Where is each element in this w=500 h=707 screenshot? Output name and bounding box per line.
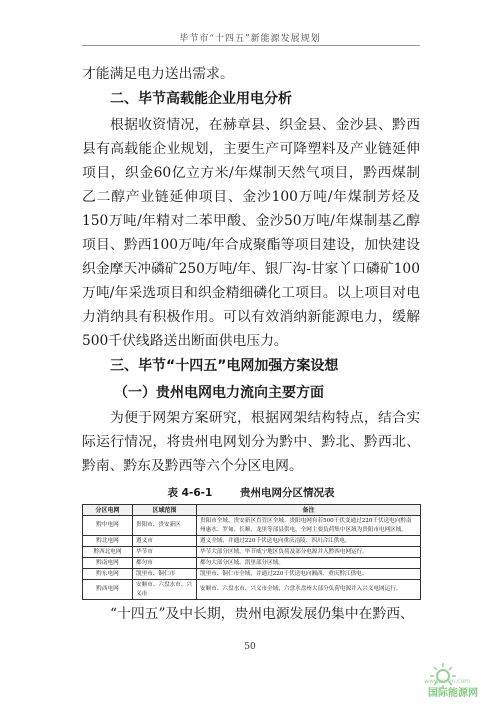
table-cell: 黔西北电网 — [83, 547, 133, 558]
column-header: 区域范围 — [133, 505, 197, 516]
table-cell: 贵阳市全域、贵安新区直管区全域。贵阳电网有若500千伏变通过220千伏送电向黔南州惠水、罗甸、长顺、龙里等部县供电，全网主要负荷集中区域为贵阳市电网区域。 — [197, 516, 421, 536]
table-cell: 黔北电网 — [83, 536, 133, 547]
table-cell: 毕节大部分区域，毕节威宁地区负荷及部分电源并入黔西电网运行。 — [197, 547, 421, 558]
table-caption — [82, 484, 420, 502]
table-cell: 安顺市、六盘水市、兴义市 — [133, 580, 197, 600]
table-cell: 黔中电网 — [83, 516, 133, 536]
table-row — [83, 516, 421, 536]
table-cell: 黔东电网 — [83, 569, 133, 580]
section-heading-2: 二、毕节高载能企业用电分析 — [110, 91, 292, 107]
grid-regions-table — [82, 504, 421, 600]
subsection-heading-1: （一）贵州电网电力流向主要方面 — [114, 385, 324, 401]
table-row — [83, 558, 421, 569]
table-cell: 遵义市 — [133, 536, 197, 547]
table-cell: 都匀大部分区域、凯里部分区域。 — [197, 558, 421, 569]
table-row — [83, 569, 421, 580]
page-number: 50 — [244, 642, 256, 652]
table-row — [83, 580, 421, 600]
watermark-url: www.in-en.com — [424, 678, 470, 685]
paragraph-2: 为便于网架方案研究，根据网架结构特点，结合实际运行情况，将贵州电网划分为黔中、黔北、黔西北、黔南、黔东及黔西等六个分区电网。 — [82, 410, 420, 474]
document-body — [82, 62, 420, 626]
table-header-row — [83, 505, 421, 516]
paragraph-3: “十四五”及中长期，贵州电源发展仍集中在黔西、 — [110, 606, 414, 622]
table-cell: 黔西电网 — [83, 580, 133, 600]
table-number: 表 4-6-1 — [167, 487, 213, 499]
paragraph-1: 根据收资情况，在赫章县、织金县、金沙县、黔西县有高载能企业规划，主要生产可降塑料及产业链延伸项目，织金60亿立方米/年煤制天然气项目，黔西煤制乙二醇产业链延伸项目、金沙100万吨/年煤制芳烃及150万吨/年精对二苯甲酸、金沙50万吨/年煤制基乙醇项目、黔西100万吨/年合成聚酯等项目建设，加快建设织金摩天冲磷矿250万吨/年、银厂沟-甘家丫口磷矿100万吨/年采选项目和织金精细磷化工项目。以上项目对电力消纳具有积极作用。可以有效消纳新能源电力，缓解500千伏线路送出断面供电压力。 — [82, 117, 420, 349]
table-cell: 凯里市、铜仁市 — [133, 569, 197, 580]
table-cell: 都匀市 — [133, 558, 197, 569]
table-cell: 黔南电网 — [83, 558, 133, 569]
table-cell: 遵义全域，并通过220千伏送电向重庆涪陵、四川合江供电。 — [197, 536, 421, 547]
table-title: 贵州电网分区情况表 — [239, 487, 335, 499]
column-header: 分区电网 — [83, 505, 133, 516]
table-cell: 凯里市、铜仁市全域，并通过220千伏送电向湘西、重庆黔江供电。 — [197, 569, 421, 580]
section-heading-3: 三、毕节“十四五”电网加强方案设想 — [110, 358, 339, 374]
watermark-text: 国际能源网 — [428, 688, 478, 699]
table-cell: 安顺市、六盘水市、兴义市全域，六盘水盘州大部分负荷电源并入兴义电网运行。 — [197, 580, 421, 600]
watermark-logo — [410, 661, 478, 701]
table-row — [83, 547, 421, 558]
table-cell: 毕节市 — [133, 547, 197, 558]
header-divider — [82, 45, 420, 46]
column-header: 备注 — [197, 505, 421, 516]
paragraph-0: 才能满足电力送出需求。 — [82, 66, 234, 82]
page-header: 毕节市“十四五”新能源发展规划 — [179, 34, 321, 44]
table-cell: 贵阳市、贵安新区 — [133, 516, 197, 536]
table-row — [83, 536, 421, 547]
